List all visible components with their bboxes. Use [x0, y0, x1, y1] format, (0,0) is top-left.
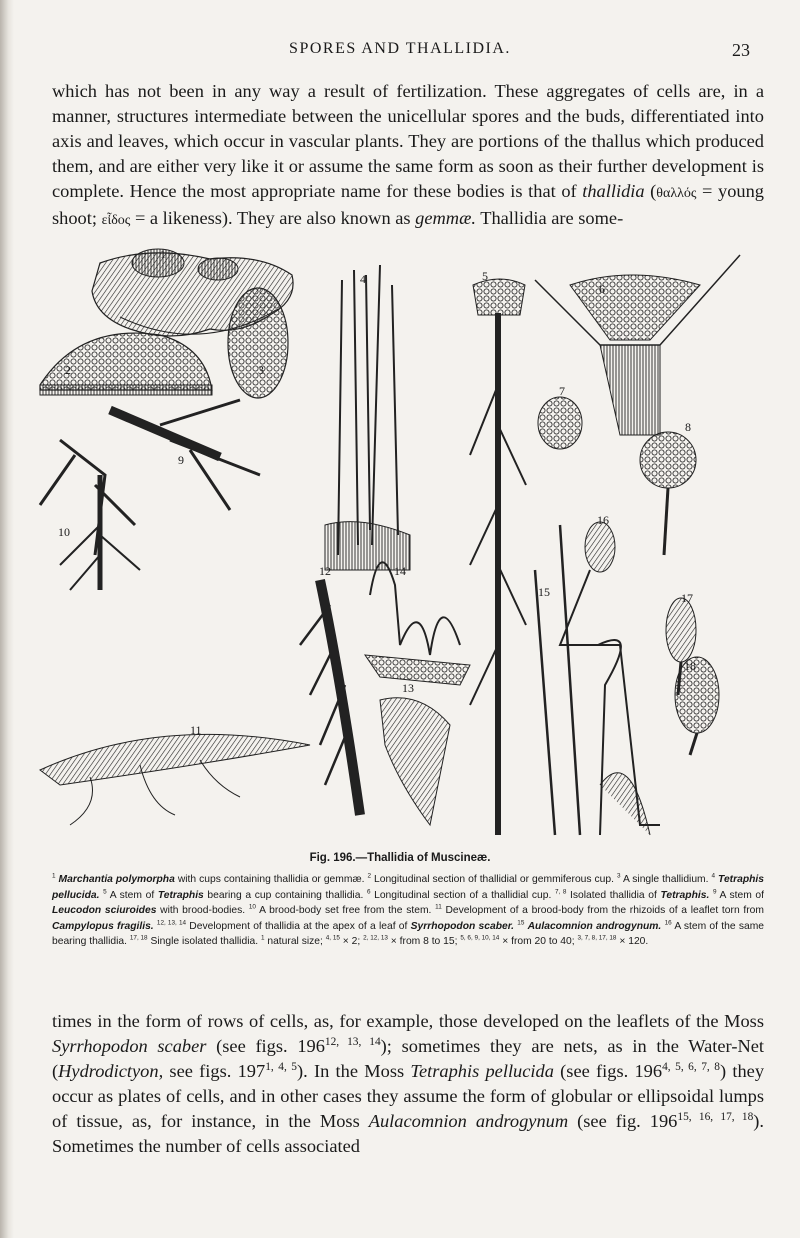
ref-number: 2, 12, 13: [363, 934, 388, 942]
species-name: Syrrhopodon scaber: [52, 1036, 207, 1056]
caption-text: Longitudinal section of a thallidial cup.: [370, 889, 555, 901]
species-name: Marchantia polymorpha: [58, 874, 175, 885]
caption-text: Longitudinal section of thallidial or gemmiferous cup.: [371, 874, 617, 885]
ref-number: 4: [711, 872, 716, 880]
caption-text: A stem of the same bearing thallidia.: [52, 920, 764, 948]
page-number: 23: [732, 40, 750, 60]
fig-label-1: 1: [160, 247, 166, 261]
ref-number: 2: [367, 872, 371, 880]
fig-label-3: 3: [258, 363, 264, 377]
fig-3-thallidium: [228, 288, 288, 398]
fig-9-10-leucodon: [40, 400, 260, 590]
term-gemmae: gemmæ.: [415, 208, 476, 228]
ref-number: 12, 13, 14: [156, 919, 187, 927]
species-name: Campylopus fragilis.: [52, 920, 154, 932]
text-run: ). Sometimes the number of cells associated: [52, 1111, 765, 1156]
fig-reference: 1, 4, 5: [265, 1060, 297, 1073]
caption-text: A stem of: [716, 889, 764, 901]
running-title: SPORES AND THALLIDIA.: [289, 40, 511, 57]
fig-5-tetraphis-cup: [470, 279, 526, 835]
text-run: which has not been in any way a result of fertilization. These aggregates of cells are, in a manner, structures intermediate between the unicellular spores and the buds, differentiated into axis and leaves, which occur in vascular plants. They are portions of the thallus which produced them, and are either very like it or assume the same form as soon as their further development is complete. Hence the most appropriate name for these bodies is that of: [52, 81, 764, 201]
text-run: ). In the Moss: [297, 1061, 411, 1081]
fig-reference: 15, 16, 17, 18: [677, 1110, 754, 1123]
greek-word: θαλλός: [656, 186, 697, 201]
species-name: Aulacomnion androgynum: [368, 1111, 569, 1131]
ref-number: 3: [617, 872, 621, 880]
caption-text: × 120.: [616, 936, 649, 948]
caption-text: Development of a brood-body from the rhizoids of a leaflet torn from: [441, 905, 764, 917]
species-name: Tetraphis pellucida.: [52, 874, 765, 901]
text-run: (see figs. 196: [206, 1036, 325, 1056]
caption-text: A single thallidium.: [620, 874, 712, 885]
caption-text: × from 8 to 15;: [387, 936, 458, 948]
text-run: = young shoot;: [52, 181, 764, 228]
paragraph-bottom: [52, 1009, 764, 1159]
ref-number: 15: [517, 919, 525, 927]
fig-15-16-aulacomnion: [535, 522, 660, 835]
fig-label-16: 16: [597, 513, 609, 527]
ref-number: 1: [260, 934, 265, 942]
fig-label-10: 10: [58, 525, 70, 539]
ref-number: 4, 15: [325, 934, 340, 942]
text-run: (see figs. 196: [553, 1061, 663, 1081]
fig-label-15: 15: [538, 585, 550, 599]
fig-label-7: 7: [559, 384, 565, 398]
ref-number: 1: [52, 872, 56, 880]
fig-12-13-14-syrrhopodon: [300, 562, 470, 825]
ref-number: 7, 8: [555, 888, 567, 896]
fig-reference: 12, 13, 14: [324, 1035, 381, 1048]
ref-number: 9: [712, 888, 717, 896]
running-head: [0, 40, 800, 64]
fig-label-11: 11: [190, 723, 202, 737]
ref-number: 5: [103, 888, 107, 896]
caption-text: Development of thallidia at the apex of a leaf of: [186, 920, 411, 932]
caption-text: × 2;: [339, 936, 364, 948]
species-name: Tetraphis: [157, 889, 204, 901]
text-run: times in the form of rows of cells, as, for example, those developed on the leaflets of the Moss: [52, 1011, 764, 1031]
text-run: (: [644, 181, 657, 201]
paragraph-top: [52, 79, 764, 233]
caption-text: natural size;: [264, 936, 326, 948]
figure-caption: [52, 872, 764, 950]
caption-text: Isolated thallidia of: [566, 889, 661, 901]
fig-label-14: 14: [394, 564, 406, 578]
fig-label-5: 5: [482, 269, 488, 283]
fig-label-4: 4: [360, 272, 366, 286]
ref-number: 11: [435, 903, 442, 911]
caption-text: Single isolated thallidia.: [147, 936, 261, 948]
fig-label-18: 18: [684, 659, 696, 673]
fig-label-13: 13: [402, 681, 414, 695]
ref-number: 6: [366, 888, 371, 896]
ref-number: 17, 18: [129, 934, 148, 942]
text-run: ) they occur as plates of cells, and in other cases they assume the form of globular or ellipsoidal lumps of tissue, as, for instance, in the Moss: [52, 1061, 765, 1131]
fig-label-9: 9: [178, 453, 184, 467]
caption-text: bearing a cup containing thallidia.: [203, 889, 367, 901]
term-thallidia: thallidia: [582, 181, 645, 201]
species-name: Aulacomnion androgynum.: [527, 920, 662, 932]
fig-label-17: 17: [681, 591, 693, 605]
fig-label-2: 2: [65, 363, 71, 377]
text-run: (see fig. 196: [568, 1111, 678, 1131]
species-name: Tetraphis pellucida: [410, 1061, 554, 1081]
fig-label-12: 12: [319, 564, 331, 578]
ref-number: 3, 7, 8, 17, 18: [577, 934, 617, 942]
fig-label-8: 8: [685, 420, 691, 434]
caption-text: A brood-body set free from the stem.: [255, 905, 436, 917]
fig-4-tetraphis: [325, 265, 410, 570]
text-run: ); sometimes they are nets, as in the Water-Net (: [52, 1036, 764, 1081]
fig-17-18-thallidia: [666, 598, 719, 755]
botanical-illustration: [0, 225, 800, 840]
text-run: = a likeness). They are also known as: [130, 208, 416, 228]
caption-text: A stem of: [106, 889, 158, 901]
ref-number: 10: [248, 903, 256, 911]
species-name: Tetraphis.: [660, 889, 710, 901]
figure-title: Fig. 196.—Thallidia of Muscineæ.: [309, 852, 491, 864]
fig-label-6: 6: [599, 282, 605, 296]
caption-text: with brood-bodies.: [156, 905, 249, 917]
species-name: Syrrhopodon scaber.: [410, 920, 515, 932]
fig-11-campylopus: [40, 734, 310, 825]
text-run: Thallidia are some-: [475, 208, 624, 228]
species-name: Hydrodictyon,: [58, 1061, 164, 1081]
caption-text: × from 20 to 40;: [499, 936, 578, 948]
figure-196: [0, 225, 800, 840]
fig-reference: 4, 5, 6, 7, 8: [662, 1060, 720, 1073]
ref-number: 16: [664, 919, 672, 927]
caption-text: with cups containing thallidia or gemmæ.: [174, 874, 368, 885]
ref-number: 5, 6, 9, 10, 14: [460, 934, 500, 942]
greek-word: εἶδος: [101, 213, 131, 228]
text-run: see figs. 197: [163, 1061, 266, 1081]
species-name: Leucodon sciuroides: [52, 905, 157, 917]
